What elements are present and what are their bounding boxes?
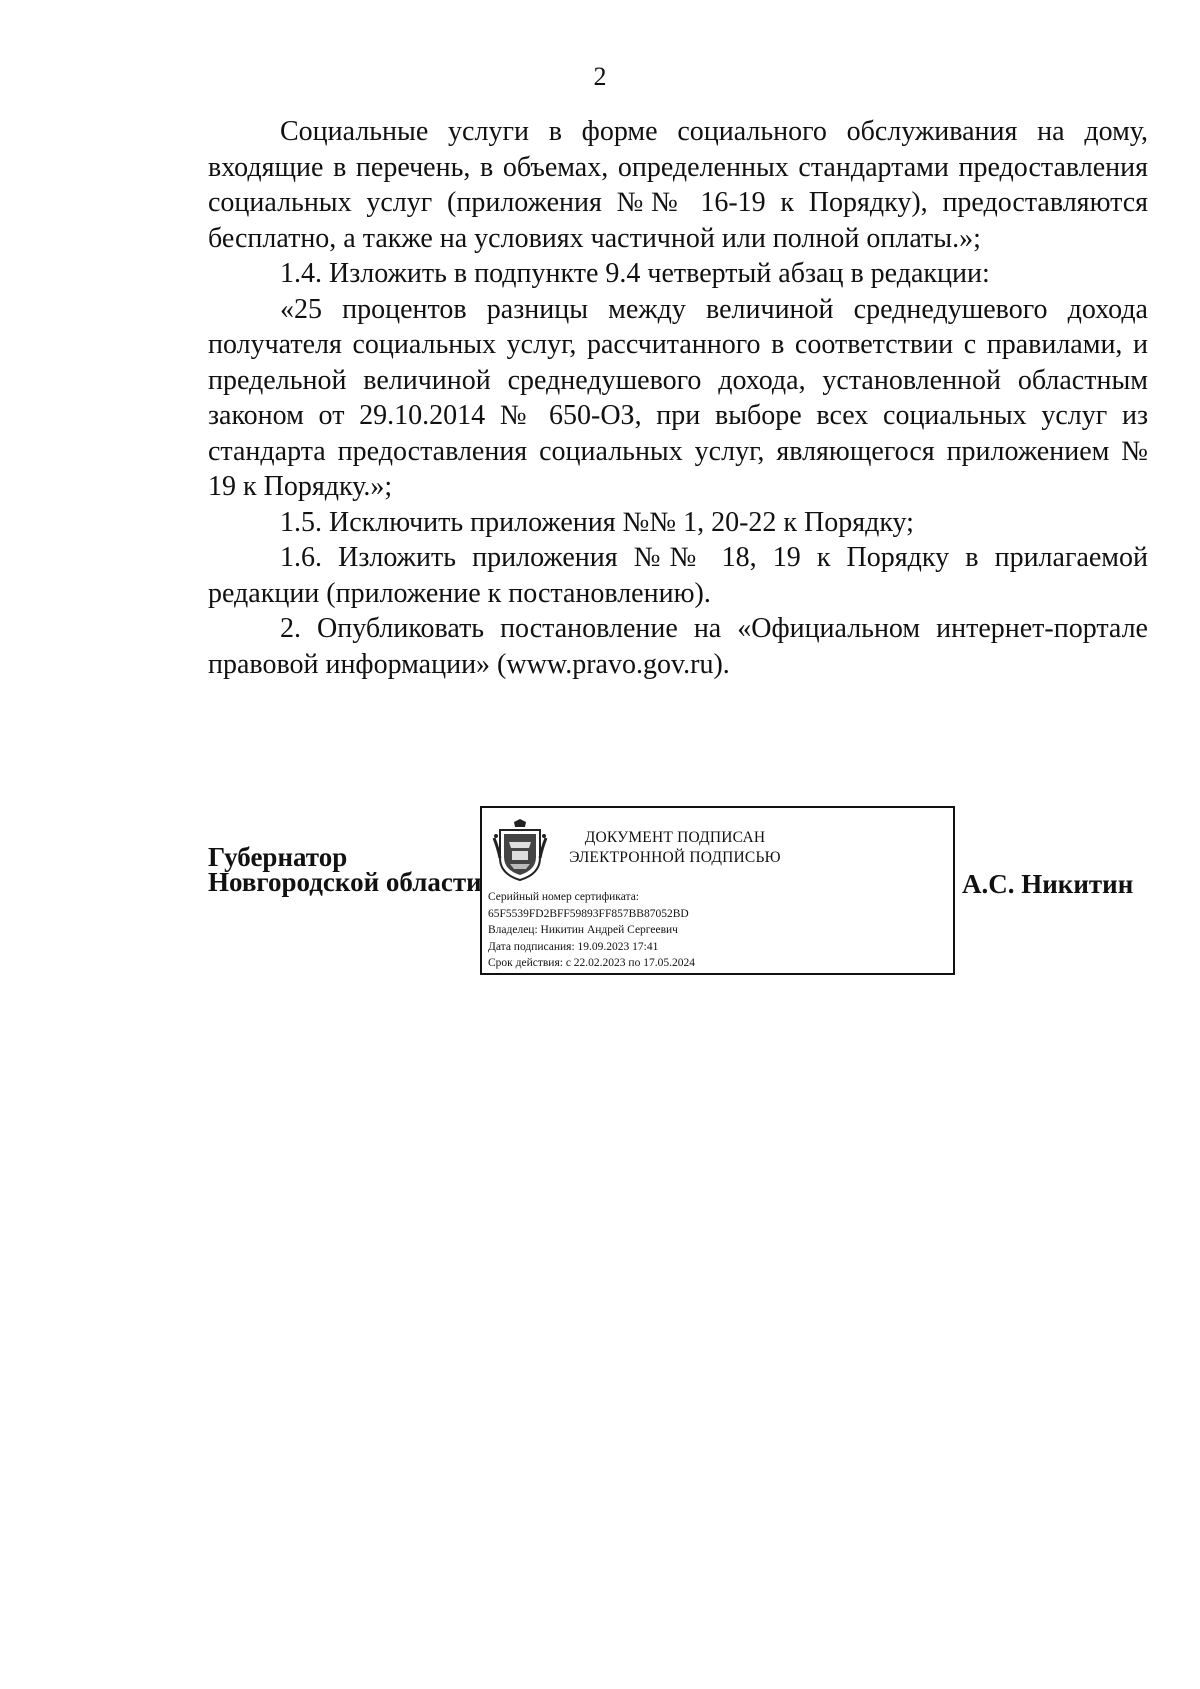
paragraph: Социальные услуги в форме социального обслуживания на дому, входящие в перечень, в объемах, определенных стандартами предоставления социальных услуг (приложения №№ 16-19 к Порядку), предоставляются бесплатно, а также на условиях частичной или полной оплаты.»; [208,116,1148,254]
paragraph: «25 процентов разницы между величиной среднедушевого дохода получателя социальных услуг, рассчитанного в соответствии с правилами, и предельной величиной среднедушевого дохода, установленной областным законом от 29.10.2014 № 650-ОЗ, при выборе всех социальных услуг из стандарта предоставления социальных услуг, являющегося приложением № 19 к Порядку.»; [208,293,1148,502]
certificate-owner: Владелец: Никитин Андрей Сергеевич [488,924,678,936]
certificate-validity: Срок действия: с 22.02.2023 по 17.05.2024 [488,957,695,969]
electronic-signature-stamp [480,806,955,975]
certificate-details [488,889,948,972]
document-body [208,114,1148,682]
signature-block [0,800,1200,1000]
paragraph: 1.4. Изложить в подпункте 9.4 четвертый абзац в редакции: [280,258,990,289]
certificate-serial-value: 65F5539FD2BFF59893FF857BB87052BD [488,907,689,920]
paragraph: 1.5. Исключить приложения №№ 1, 20-22 к Порядку; [280,506,914,538]
page-number: 2 [593,62,607,91]
signing-date: Дата подписания: 19.09.2023 17:41 [488,940,659,953]
stamp-heading-line: ДОКУМЕНТ ПОДПИСАН [584,829,766,846]
certificate-serial-label: Серийный номер сертификата: [488,891,639,903]
paragraph: 1.6. Изложить приложения №№ 18, 19 к Порядку в прилагаемой редакции (приложение к постановлению). [208,542,1148,609]
signer-name: А.С. Никитин [962,869,1134,899]
stamp-heading [560,828,790,868]
coat-of-arms-icon [492,818,548,882]
signer-position-line: Губернатор [208,842,348,872]
paragraph: 2. Опубликовать постановление на «Официальном интернет-портале правовой информации» (www.pravo.gov.ru). [208,613,1148,680]
signer-position [208,842,482,897]
stamp-heading-line: ЭЛЕКТРОННОЙ ПОДПИСЬЮ [569,849,781,866]
signer-position-line: Новгородской области [208,867,482,897]
